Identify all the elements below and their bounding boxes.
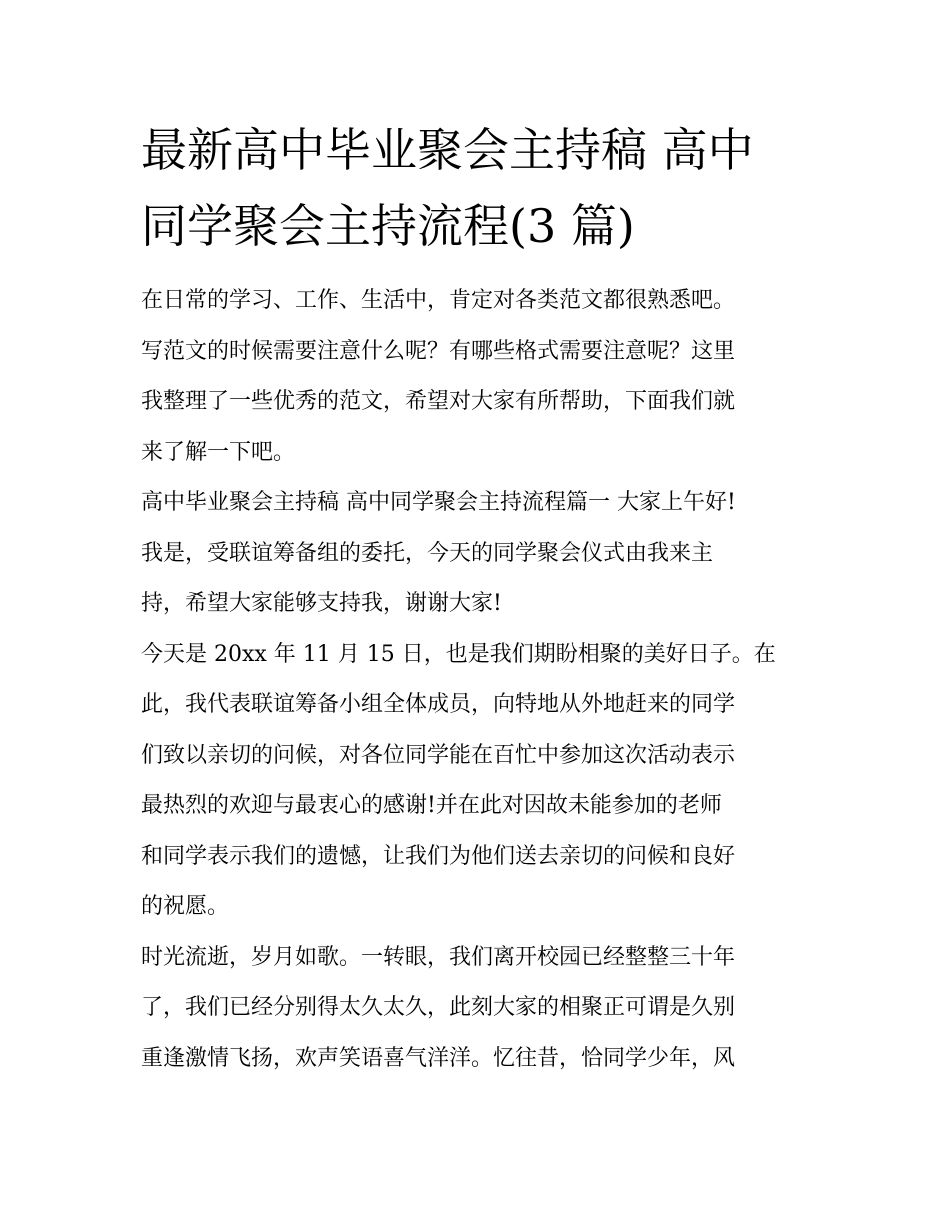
paragraph-intro	[141, 276, 821, 478]
text-line: 我是，受联谊筹备组的委托，今天的同学聚会仪式由我来主	[141, 540, 714, 566]
text-line: 持，希望大家能够支持我，谢谢大家!	[141, 591, 502, 616]
text-line: 和同学表示我们的遗憾，让我们为他们送去亲切的问候和良好	[141, 843, 736, 869]
text-line: 最热烈的欢迎与最衷心的感谢!并在此对因故未能参加的老师	[141, 793, 722, 818]
text-line: 此，我代表联谊筹备小组全体成员，向特地从外地赶来的同学	[141, 692, 736, 717]
text-line: 的祝愿。	[141, 894, 230, 919]
text-line: 高中毕业聚会主持稿 高中同学聚会主持流程篇一 大家上午好!	[141, 490, 736, 515]
title-line: 最新高中毕业聚会主持稿 高中	[141, 123, 754, 177]
paragraph-welcome	[141, 630, 821, 933]
text-line: 今天是 20xx 年 11 月 15 日，也是我们期盼相聚的美好日子。在	[141, 641, 776, 667]
text-line: 我整理了一些优秀的范文，希望对大家有所帮助，下面我们就	[141, 389, 736, 414]
paragraph-greeting	[141, 478, 821, 630]
paragraph-memories	[141, 933, 821, 1085]
text-line: 来了解一下吧。	[141, 439, 296, 465]
title-line: 同学聚会主持流程(3 篇)	[141, 199, 635, 253]
text-line: 们致以亲切的问候，对各位同学能在百忙中参加这次活动表示	[141, 742, 736, 768]
text-line: 时光流逝，岁月如歌。一转眼，我们离开校园已经整整三十年	[141, 944, 736, 970]
text-line: 写范文的时候需要注意什么呢？有哪些格式需要注意呢？这里	[141, 338, 736, 364]
text-line: 在日常的学习、工作、生活中，肯定对各类范文都很熟悉吧。	[141, 288, 736, 313]
text-line: 重逢激情飞扬，欢声笑语喜气洋洋。忆往昔，恰同学少年，风	[141, 1045, 736, 1071]
document-body	[141, 276, 821, 1084]
document-title	[141, 112, 831, 264]
text-line: 了，我们已经分别得太久太久，此刻大家的相聚正可谓是久别	[141, 995, 736, 1020]
